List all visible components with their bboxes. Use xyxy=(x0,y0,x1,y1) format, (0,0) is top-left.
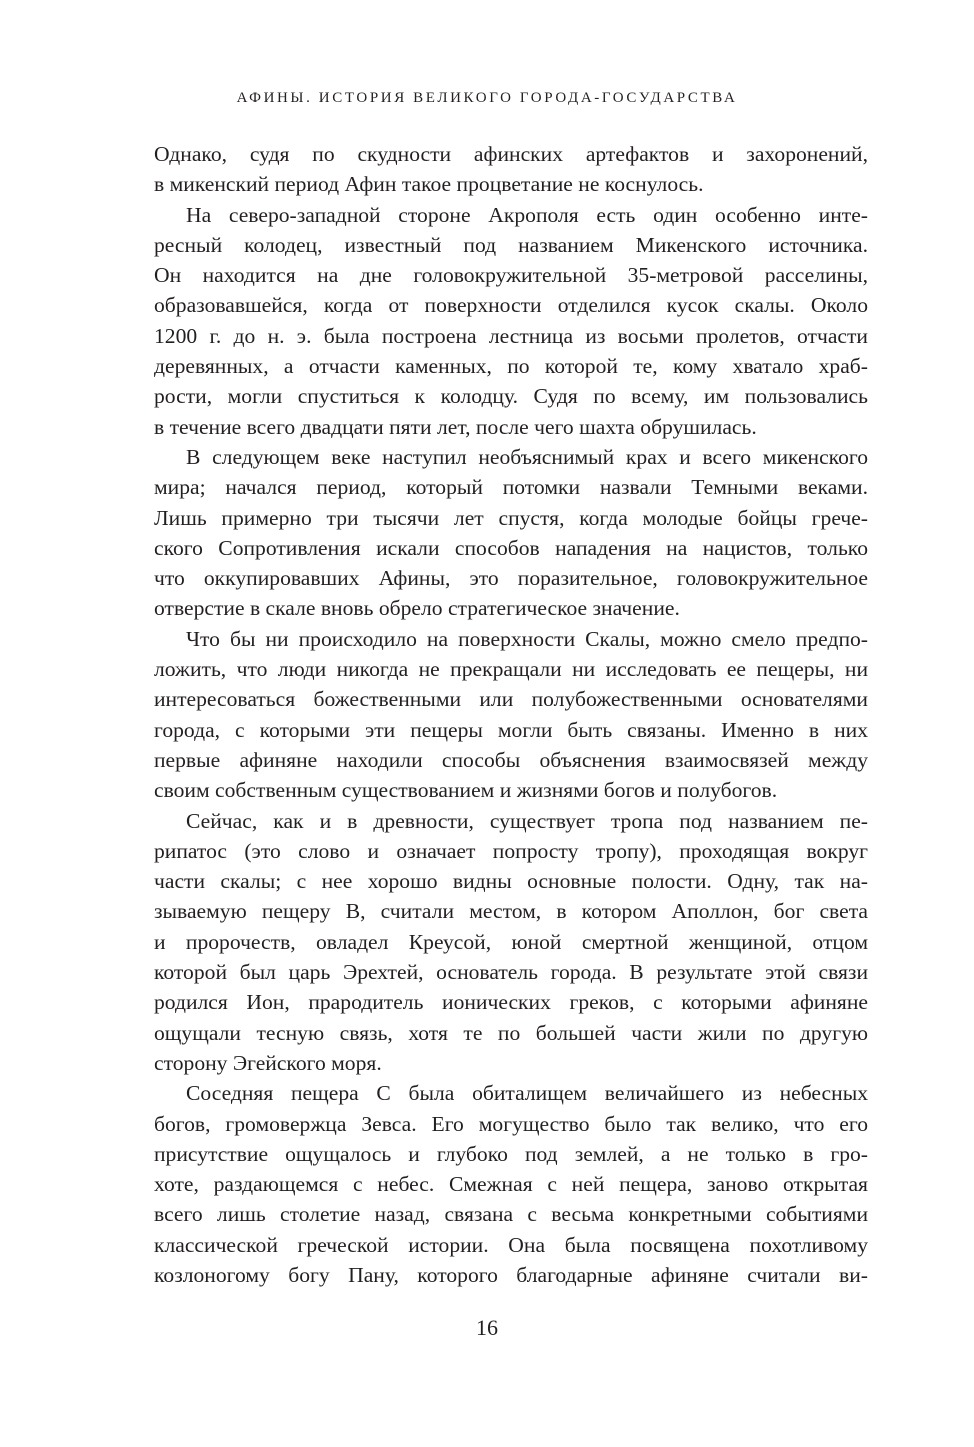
text-line: своим собственным существованием и жизнями богов и полубогов. xyxy=(154,778,778,803)
body-text xyxy=(154,139,868,1290)
text-line: первые афиняне находили способы объяснения взаимосвязей между xyxy=(154,747,868,772)
text-line: козлоногому богу Пану, которого благодарные афиняне считали ви- xyxy=(154,1262,868,1287)
text-line: Лишь примерно три тысячи лет спустя, когда молодые бойцы грече- xyxy=(154,505,868,530)
text-line: Он находится на дне головокружительной 35-метровой расселины, xyxy=(154,263,868,288)
text-line: части скалы; с нее хорошо видны основные полости. Одну, так на- xyxy=(154,869,868,894)
text-line: которой был царь Эрехтей, основатель города. В результате этой связи xyxy=(154,960,868,985)
text-line: сторону Эгейского моря. xyxy=(154,1050,382,1075)
text-line: ресный колодец, известный под названием Микенского источника. xyxy=(154,232,868,257)
text-line: интересоваться божественными или полубожественными основателями xyxy=(154,687,868,712)
text-line: мира; начался период, который потомки назвали Темными веками. xyxy=(154,475,868,500)
text-line: рости, могли спуститься к колодцу. Судя по всему, им пользовались xyxy=(154,384,868,409)
text-line: в микенский период Афин такое процветание не коснулось. xyxy=(154,172,704,197)
text-line: деревянных, а отчасти каменных, по которой те, кому хватало храб- xyxy=(154,354,868,379)
text-line: в течение всего двадцати пяти лет, после чего шахта обрушилась. xyxy=(154,414,757,439)
text-line: Однако, судя по скудности афинских артефактов и захоронений, xyxy=(154,142,868,166)
text-line: Что бы ни происходило на поверхности Скалы, можно смело предпо- xyxy=(186,626,868,651)
text-line: рипатос (это слово и означает попросту тропу), проходящая вокруг xyxy=(154,838,868,863)
text-line: В следующем веке наступил необъяснимый крах и всего микенского xyxy=(186,444,868,469)
text-line: что оккупировавших Афины, это поразительное, головокружительное xyxy=(154,566,868,591)
text-line: ского Сопротивления искали способов нападения на нацистов, только xyxy=(154,535,868,560)
text-line: ощущали тесную связь, хотя те по большей части жили по другую xyxy=(154,1020,868,1045)
text-line: всего лишь столетие назад, связана с весьма конкретными событиями xyxy=(154,1202,868,1227)
text-line: отверстие в скале вновь обрело стратегическое значение. xyxy=(154,596,680,621)
text-line: зываемую пещеру B, считали местом, в котором Аполлон, бог света xyxy=(154,899,868,924)
page-number: 16 xyxy=(476,1315,498,1340)
text-line: хоте, раздающемся с небес. Смежная с ней пещера, заново открытая xyxy=(154,1172,868,1197)
text-line: ложить, что люди никогда не прекращали ни исследовать ее пещеры, ни xyxy=(154,657,868,682)
text-line: образовавшейся, когда от поверхности отделился кусок скалы. Около xyxy=(154,293,868,318)
text-line: и пророчеств, овладел Креусой, юной смертной женщиной, отцом xyxy=(154,929,868,954)
text-line: Сейчас, как и в древности, существует тропа под названием пе- xyxy=(186,808,868,833)
text-line: богов, громовержца Зевса. Его могущество было так велико, что его xyxy=(154,1111,868,1136)
text-line: На северо-западной стороне Акрополя есть один особенно инте- xyxy=(186,202,868,227)
running-head: АФИНЫ. ИСТОРИЯ ВЕЛИКОГО ГОРОДА-ГОСУДАРСТВА xyxy=(236,90,738,106)
text-line: родился Ион, прародитель ионических греков, с которыми афиняне xyxy=(154,990,868,1015)
text-line: 1200 г. до н. э. была построена лестница из восьми пролетов, отчасти xyxy=(154,323,868,348)
text-line: города, с которыми эти пещеры могли быть связаны. Именно в них xyxy=(154,717,868,742)
text-line: Соседняя пещера C была обиталищем величайшего из небесных xyxy=(186,1081,868,1106)
text-line: присутствие ощущалось и глубоко под землей, а не только в гро- xyxy=(154,1141,868,1166)
text-line: классической греческой истории. Она была посвящена похотливому xyxy=(154,1232,868,1257)
